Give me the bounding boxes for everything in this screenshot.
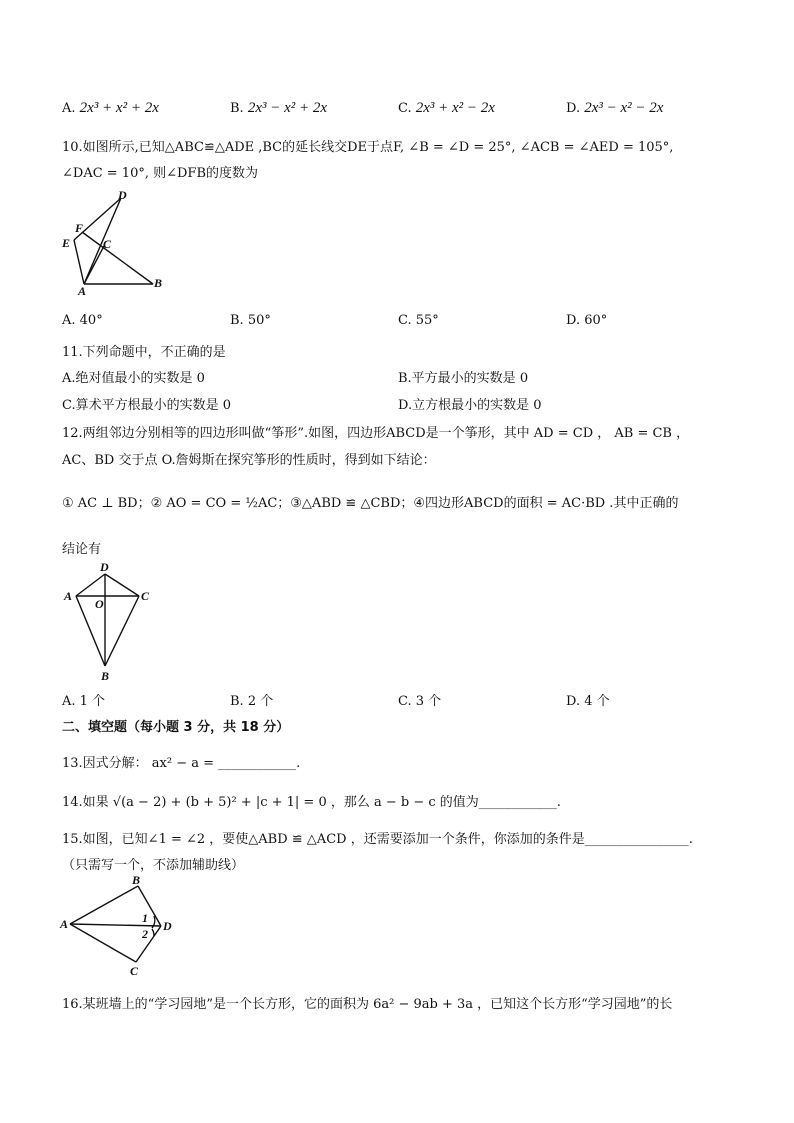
q11-option-b: B.平方最小的实数是 0 bbox=[398, 371, 529, 386]
label-c: C bbox=[103, 237, 112, 251]
label-c: C bbox=[141, 589, 150, 603]
q11-option-c: C.算术平方根最小的实数是 0 bbox=[62, 398, 232, 413]
label-d: D bbox=[118, 188, 127, 202]
q9-option-b: B. 2x³ − x² + 2x bbox=[230, 100, 328, 116]
q11-stem: 11.下列命题中，不正确的是 bbox=[62, 345, 226, 360]
q9-option-c: C. 2x³ + x² − 2x bbox=[398, 100, 495, 116]
q11-option-d: D.立方根最小的实数是 0 bbox=[398, 398, 542, 413]
label-c: C bbox=[130, 964, 139, 978]
angle-1-label: 1 bbox=[142, 911, 148, 925]
q10-option-b: B. 50° bbox=[230, 313, 271, 328]
q12-option-a: A. 1 个 bbox=[62, 694, 106, 709]
label-b: B bbox=[101, 669, 110, 683]
q10-stem-line1: 10.如图所示,已知△ABC≌△ADE ,BC的延长线交DE于点F, ∠B = ∠D = 25°, ∠ACB = ∠AED = 105°, bbox=[62, 140, 674, 155]
label-b: B bbox=[132, 873, 141, 887]
label-d: D bbox=[100, 560, 109, 574]
q10-option-a: A. 40° bbox=[62, 313, 103, 328]
label-a: A bbox=[60, 917, 69, 931]
q12-stem-line2: AC、BD 交于点 O.詹姆斯在探究筝形的性质时，得到如下结论： bbox=[62, 453, 436, 468]
q9-option-d: D. 2x³ − x² − 2x bbox=[566, 100, 664, 116]
q12-option-c: C. 3 个 bbox=[398, 694, 442, 709]
q12-stem-line1: 12.两组邻边分别相等的四边形叫做“筝形”.如图，四边形ABCD是一个筝形，其中 AD = CD ， AB = CB ， bbox=[62, 426, 690, 441]
q12-stem-line4: 结论有 bbox=[62, 542, 102, 557]
label-a: A bbox=[64, 589, 73, 603]
q14-text: 14.如果 √(a − 2) + (b + 5)² + |c + 1| = 0 ，那么 a − b − c 的值为____________. bbox=[62, 795, 561, 810]
q12-figure bbox=[60, 558, 160, 684]
q10-option-c: C. 55° bbox=[398, 313, 439, 328]
q12-conclusions: ① AC ⊥ BD；② AO = CO = ½AC；③△ABD ≌ △CBD；④四边形ABCD的面积 = AC·BD .其中正确的 bbox=[62, 496, 679, 511]
q12-option-d: D. 4 个 bbox=[566, 694, 610, 709]
angle-2-label: 2 bbox=[142, 927, 148, 941]
label-a: A bbox=[78, 284, 87, 298]
label-e: E bbox=[62, 236, 71, 250]
q11-option-a: A.绝对值最小的实数是 0 bbox=[62, 371, 205, 386]
q10-figure bbox=[58, 188, 178, 298]
q16-text: 16.某班墙上的“学习园地”是一个长方形，它的面积为 6a² − 9ab + 3a ，已知这个长方形“学习园地”的长 bbox=[62, 997, 673, 1012]
q12-option-b: B. 2 个 bbox=[230, 694, 274, 709]
q15-stem-line1: 15.如图，已知∠1 = ∠2 ，要使△ABD ≌ △ACD ，还需要添加一个条件，你添加的条件是________________. bbox=[62, 832, 693, 847]
label-b: B bbox=[154, 276, 163, 290]
q9-option-a: A. 2x³ + x² + 2x bbox=[62, 100, 159, 116]
label-o: O bbox=[95, 597, 104, 611]
q13-text: 13.因式分解： ax² − a = ____________. bbox=[62, 756, 301, 771]
label-d: D bbox=[163, 919, 172, 933]
q15-figure bbox=[58, 872, 188, 980]
section-title: 二、填空题（每小题 3 分，共 18 分） bbox=[62, 720, 290, 735]
q15-stem-line2: （只需写一个，不添加辅助线） bbox=[62, 858, 245, 873]
label-f: F bbox=[75, 221, 84, 235]
q10-option-d: D. 60° bbox=[566, 313, 608, 328]
q10-stem-line2: ∠DAC = 10°, 则∠DFB的度数为 bbox=[62, 166, 259, 181]
